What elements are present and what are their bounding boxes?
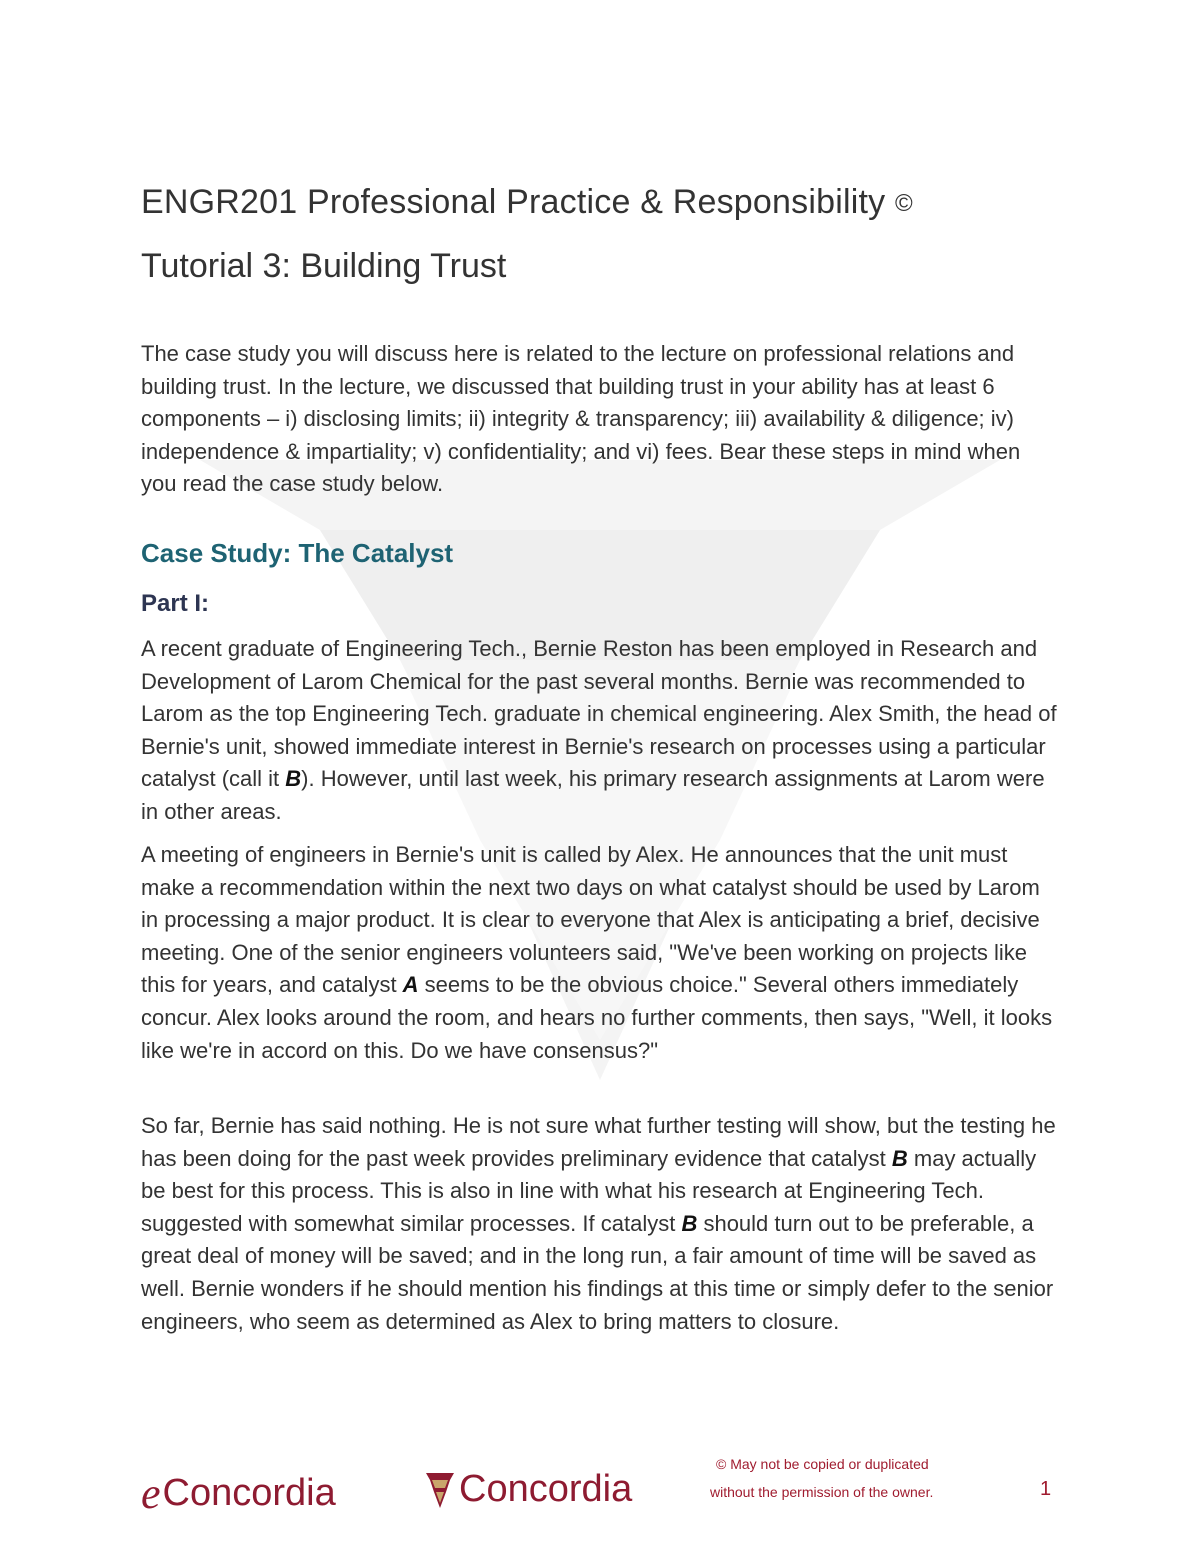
page-number: 1	[1040, 1478, 1052, 1500]
paragraph-text: should turn out to be preferable, a great deal of money will be saved; and in the long run, a fair amount of time will be saved as well. Bernie wonders if he should mention his findings at this time or simply defer to the senior engineers, who seem as determined as Alex to bring matters to closure.	[141, 1210, 1054, 1334]
copyright-notice-line-1: © May not be copied or duplicated	[716, 1456, 929, 1472]
course-title-text: ENGR201 Professional Practice & Responsibility	[141, 183, 886, 221]
part-heading: Part I:	[141, 590, 210, 617]
paragraph-text: may actually be best for this process. This is also in line with what his research at Engineering Tech. suggested with somewhat similar processes. If catalyst	[141, 1145, 1037, 1236]
econcordia-wordmark: Concordia	[162, 1472, 336, 1514]
case-paragraph-3	[141, 1110, 1059, 1338]
course-title	[141, 183, 913, 222]
case-study-heading: Case Study: The Catalyst	[141, 538, 454, 568]
case-paragraph-1	[141, 633, 1059, 829]
paragraph-text: seems to be the obvious choice." Several others immediately concur. Alex looks around the room, and hears no further comments, then says, "Well, it looks like we're in accord on this. Do we have consensus?"	[141, 972, 1053, 1063]
catalyst-b-label: B	[681, 1210, 698, 1236]
concordia-shield-icon	[425, 1470, 455, 1510]
catalyst-b-label: B	[285, 766, 302, 792]
copyright-notice	[710, 1450, 980, 1506]
econcordia-logo	[141, 1468, 336, 1519]
paragraph-text: A meeting of engineers in Bernie's unit is called by Alex. He announces that the unit must make a recommendation within the next two days on what catalyst should be used by Larom in processing a major product. It is clear to everyone that Alex is anticipating a brief, decisive meeting. One of the senior engineers volunteers said, "We've been working on projects like this for years, and catalyst	[141, 842, 1040, 998]
tutorial-title: Tutorial 3: Building Trust	[141, 247, 507, 285]
copyright-symbol: ©	[894, 190, 913, 217]
catalyst-b-label: B	[891, 1145, 908, 1171]
paragraph-text: A recent graduate of Engineering Tech., Bernie Reston has been employed in Research and Development of Larom Chemical for the past several months. Bernie was recommended to Larom as the top Engineering Tech. graduate in chemical engineering. Alex Smith, the head of Bernie's unit, showed immediate interest in Bernie's research on processes using a particular catalyst (call it	[141, 636, 1057, 792]
concordia-wordmark: Concordia	[459, 1468, 633, 1510]
paragraph-text: So far, Bernie has said nothing. He is not sure what further testing will show, but the testing he has been doing for the past week provides preliminary evidence that catalyst	[141, 1113, 1056, 1171]
concordia-logo	[425, 1468, 632, 1511]
intro-paragraph: The case study you will discuss here is related to the lecture on professional relations and building trust. In the lecture, we discussed that building trust in your ability has at least 6 components – i) disclosing limits; ii) integrity & transparency; iii) availability & diligence; iv) independence & impartiality; v) confidentiality; and vi) fees. Bear these steps in mind when you read the case study below.	[141, 341, 1021, 497]
econcordia-e-mark: e	[141, 1469, 161, 1518]
catalyst-a-label: A	[402, 972, 419, 998]
case-paragraph-2	[141, 839, 1059, 1067]
paragraph-text: ). However, until last week, his primary research assignments at Larom were in other areas.	[141, 766, 1045, 824]
copyright-notice-line-2: without the permission of the owner.	[710, 1484, 934, 1500]
